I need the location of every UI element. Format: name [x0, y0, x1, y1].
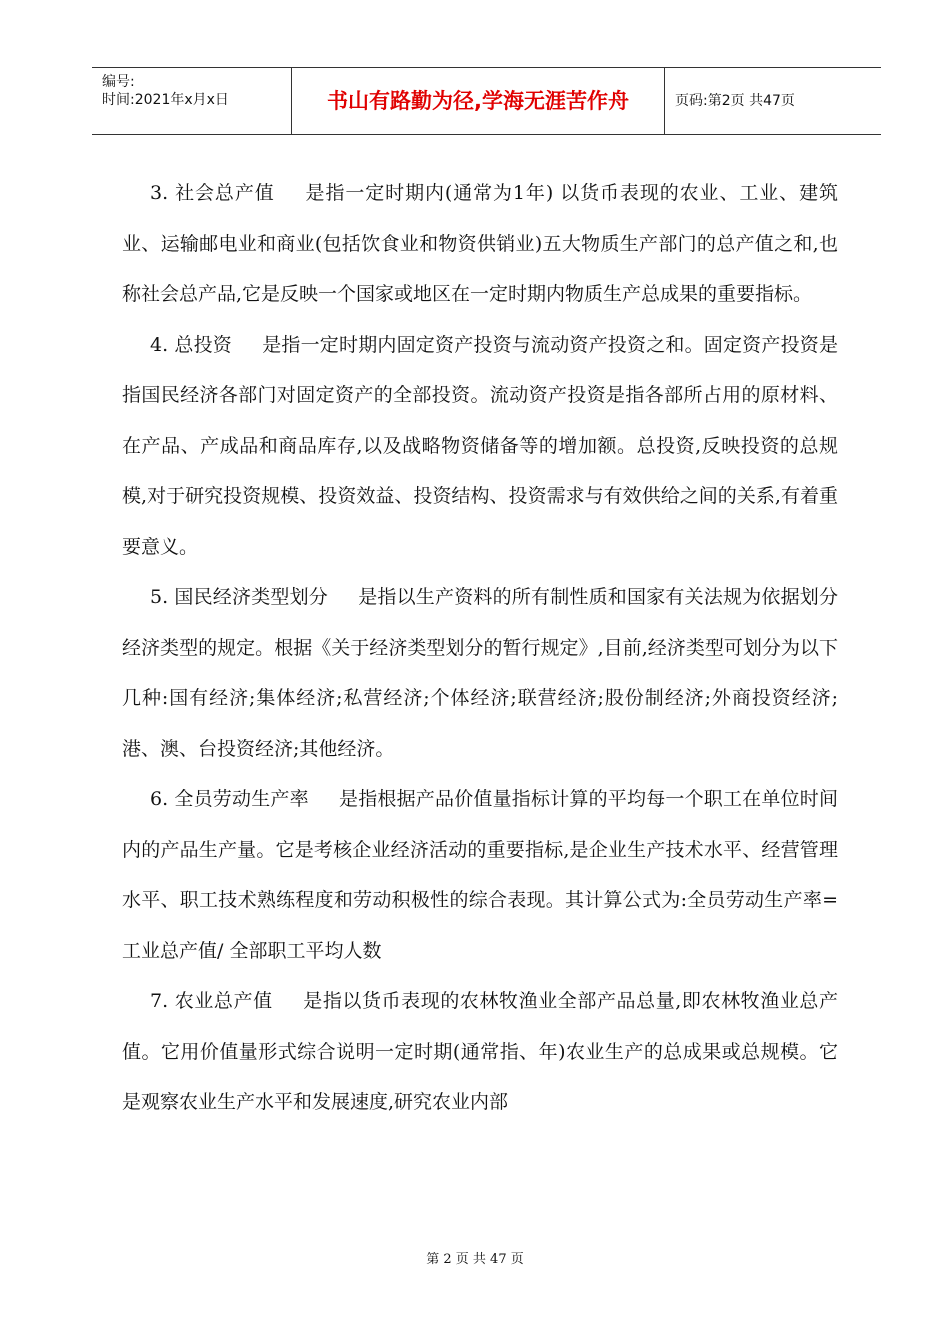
paragraph-number: 4. [150, 333, 169, 356]
paragraph-term: 总投资 [174, 333, 232, 356]
paragraph-number: 7. [150, 990, 169, 1012]
document-body [122, 168, 838, 1128]
document-number-label: 编号: [102, 74, 135, 90]
paragraph-4 [122, 320, 838, 573]
paragraph-text: 是指以货币表现的农林牧渔业全部产品总量,即农林牧渔业总产值。它用价值量形式综合说明一定时期(通常指、年)农业生产的总成果或总规模。它是观察农业生产水平和发展速度,研究农业内部 [122, 990, 838, 1113]
paragraph-term: 社会总产值 [175, 182, 275, 204]
paragraph-text: 是指一定时期内固定资产投资与流动资产投资之和。固定资产投资是指国民经济各部门对固定资产的全部投资。流动资产投资是指各部所占用的原材料、在产品、产成品和商品库存,以及战略物资储备等的增加额。总投资,反映投资的总规模,对于研究投资规模、投资效益、投资结构、投资需求与有效供给之间的关系,有着重要意义。 [122, 333, 838, 558]
header-page-code: 页码:第2页 共47页 [675, 93, 795, 109]
header-meta [92, 68, 292, 134]
paragraph-number: 5. [150, 586, 169, 608]
paragraph-3 [122, 168, 838, 320]
header-motto: 书山有路勤为径,学海无涯苦作舟 [292, 68, 665, 134]
paragraph-7 [122, 976, 838, 1128]
paragraph-text: 是指以生产资料的所有制性质和国家有关法规为依据划分经济类型的规定。根据《关于经济类型划分的暂行规定》,目前,经济类型可划分为以下几种:国有经济;集体经济;私营经济;个体经济;联营经济;股份制经济;外商投资经济;港、澳、台投资经济;其他经济。 [122, 586, 838, 760]
document-time-label: 时间:2021年x月x日 [102, 92, 229, 108]
paragraph-term: 农业总产值 [174, 990, 273, 1012]
paragraph-term: 国民经济类型划分 [174, 586, 328, 608]
paragraph-text: 是指根据产品价值量指标计算的平均每一个职工在单位时间内的产品生产量。它是考核企业经济活动的重要指标,是企业生产技术水平、经营管理水平、职工技术熟练程度和劳动积极性的综合表现。其计算公式为:全员劳动生产率=工业总产值/ 全部职工平均人数 [122, 788, 838, 962]
paragraph-term: 全员劳动生产率 [174, 788, 309, 810]
paragraph-5 [122, 572, 838, 774]
paragraph-number: 3. [150, 182, 169, 204]
paragraph-number: 6. [150, 788, 169, 810]
paragraph-6 [122, 774, 838, 976]
paragraph-text: 是指一定时期内(通常为1年) 以货币表现的农业、工业、建筑业、运输邮电业和商业(包括饮食业和物资供销业)五大物质生产部门的总产值之和,也称社会总产品,它是反映一个国家或地区在一定时期内物质生产总成果的重要指标。 [122, 182, 838, 305]
page-footer: 第 2 页 共 47 页 [426, 1252, 524, 1267]
page-header [92, 67, 881, 135]
